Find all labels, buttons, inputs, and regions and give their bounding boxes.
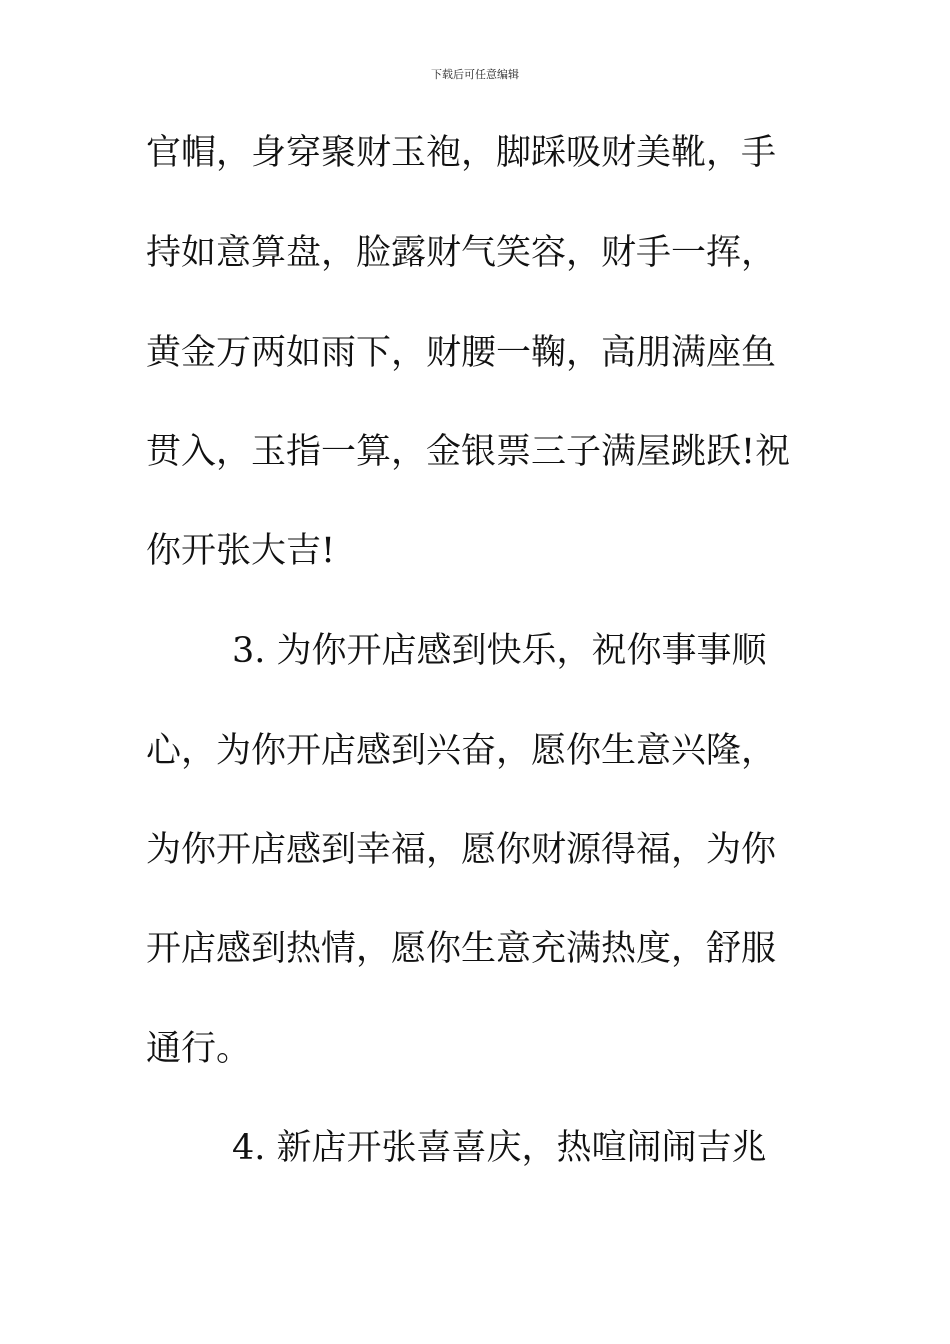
list-item-heading: 3. 为你开店感到快乐，祝你事事顺	[232, 631, 767, 671]
text-line: 通行。	[146, 1029, 252, 1069]
list-item-heading: 4. 新店开张喜喜庆，热喧闹闹吉兆	[232, 1128, 767, 1168]
text-line: 心，为你开店感到兴奋，愿你生意兴隆，	[146, 731, 777, 771]
text-line: 你开张大吉!	[146, 531, 336, 571]
page-header-note: 下载后可任意编辑	[431, 68, 519, 81]
text-line: 为你开店感到幸福，愿你财源得福，为你	[146, 830, 777, 870]
text-line: 持如意算盘，脸露财气笑容，财手一挥，	[146, 233, 777, 273]
text-line: 贯入，玉指一算，金银票三子满屋跳跃!祝	[146, 432, 791, 472]
text-line: 黄金万两如雨下，财腰一鞠，高朋满座鱼	[146, 333, 777, 373]
text-line: 官帽，身穿聚财玉袍，脚踩吸财美靴，手	[146, 133, 777, 173]
text-line: 开店感到热情，愿你生意充满热度，舒服	[146, 929, 777, 969]
